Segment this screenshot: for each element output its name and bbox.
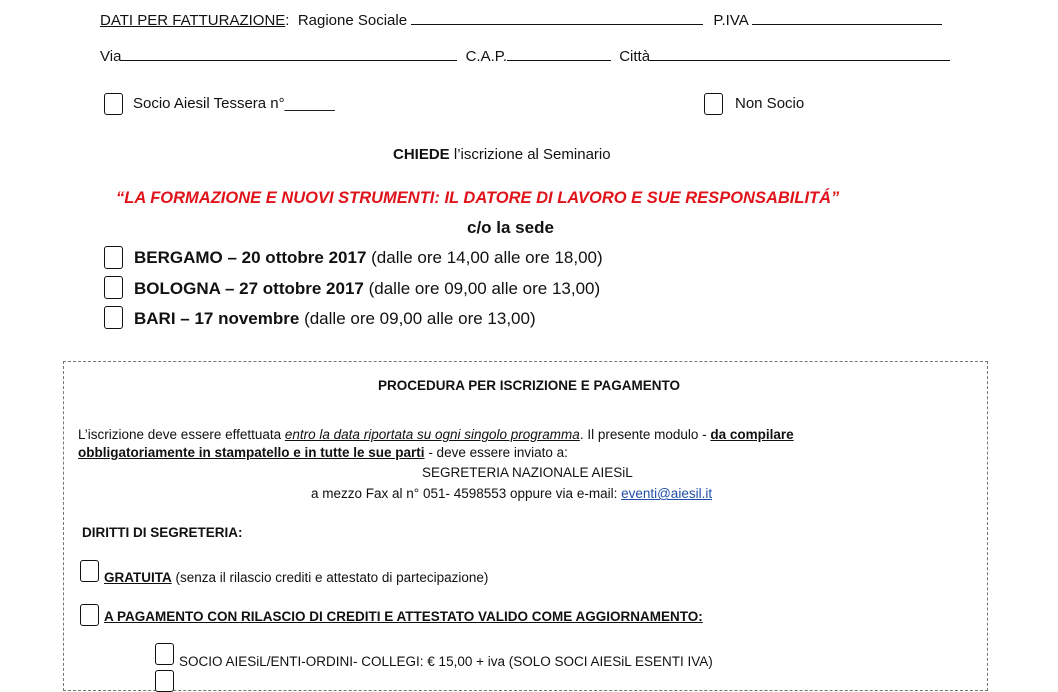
next-fee-checkbox[interactable] [155,670,174,692]
socio-fee-label: SOCIO AIESiL/ENTI-ORDINI- COLLEGI: € 15,00 + iva (SOLO SOCI AIESiL ESENTI IVA) [179,654,713,669]
seminar-title: “LA FORMAZIONE E NUOVI STRUMENTI: IL DATORE DI LAVORO E SUE RESPONSABILITÁ” [116,189,840,207]
procedure-paragraph [78,426,974,462]
sede-label: c/o la sede [467,218,554,237]
session-bari [134,309,536,329]
gratuita-detail: (senza il rilascio crediti e attestato di partecipazione) [171,570,489,585]
session-bari-date: BARI – 17 novembre [134,309,300,328]
socio-fee-checkbox[interactable] [155,643,174,665]
tessera-field[interactable]: ______ [284,95,335,112]
cap-field[interactable] [507,46,611,61]
billing-row-2 [100,46,950,65]
non-socio-label: Non Socio [735,95,805,112]
via-label: Via [100,48,122,65]
session-checkbox-bologna[interactable] [104,276,123,299]
gratuita-line [104,570,488,585]
billing-row-1 [100,10,942,29]
session-bari-time: (dalle ore 09,00 alle ore 13,00) [299,309,536,328]
citta-field[interactable] [650,46,950,61]
session-checkbox-bergamo[interactable] [104,246,123,269]
session-bologna-date: BOLOGNA – 27 ottobre 2017 [134,279,364,298]
ragione-sociale-label: Ragione Sociale [297,12,408,29]
diritti-label: DIRITTI DI SEGRETERIA: [82,525,243,540]
fax-line [311,486,712,501]
fax-text: a mezzo Fax al n° 051- 4598553 oppure via e-mail: [311,486,622,501]
piva-field[interactable] [752,10,942,25]
via-field[interactable] [121,46,457,61]
socio-label: Socio Aiesil Tessera n° [133,95,285,112]
procedure-text-b: . Il presente modulo - [579,427,711,442]
piva-label: P.IVA [713,12,748,29]
billing-colon: : [285,12,290,29]
session-checkbox-bari[interactable] [104,306,123,329]
segreteria-label: SEGRETERIA NAZIONALE AIESiL [422,465,633,480]
non-socio-checkbox[interactable] [704,93,723,115]
session-bergamo-time: (dalle ore 14,00 alle ore 18,00) [366,248,603,267]
citta-label: Città [619,48,651,65]
ragione-sociale-field[interactable] [411,10,703,25]
procedure-title: PROCEDURA PER ISCRIZIONE E PAGAMENTO [378,378,681,393]
socio-checkbox[interactable] [104,93,123,115]
procedure-text-a: L’iscrizione deve essere effettuata [78,427,285,442]
procedure-bold-1: da compilare [710,427,794,442]
gratuita-checkbox[interactable] [80,560,99,582]
procedure-bold-2: obbligatoriamente in stampatello e in tutte le sue parti [78,445,425,460]
billing-heading: DATI PER FATTURAZIONE [100,12,286,29]
chiede-line [393,146,611,163]
chiede-bold: CHIEDE [393,146,450,163]
session-bologna [134,279,600,299]
procedure-deadline: entro la data riportata su ogni singolo programma [284,427,580,442]
session-bergamo [134,248,603,268]
session-bologna-time: (dalle ore 09,00 alle ore 13,00) [363,279,601,298]
procedure-text-c: - deve essere inviato a: [424,445,568,460]
cap-label: C.A.P. [465,48,508,65]
pagamento-label: A PAGAMENTO CON RILASCIO DI CREDITI E ATTESTATO VALIDO COME AGGIORNAMENTO: [104,609,703,624]
email-link[interactable]: eventi@aiesil.it [621,486,713,501]
session-bergamo-date: BERGAMO – 20 ottobre 2017 [134,248,367,267]
gratuita-label: GRATUITA [104,570,172,585]
socio-label-row [133,95,335,112]
chiede-rest: l’iscrizione al Seminario [449,146,611,163]
pagamento-checkbox[interactable] [80,604,99,626]
